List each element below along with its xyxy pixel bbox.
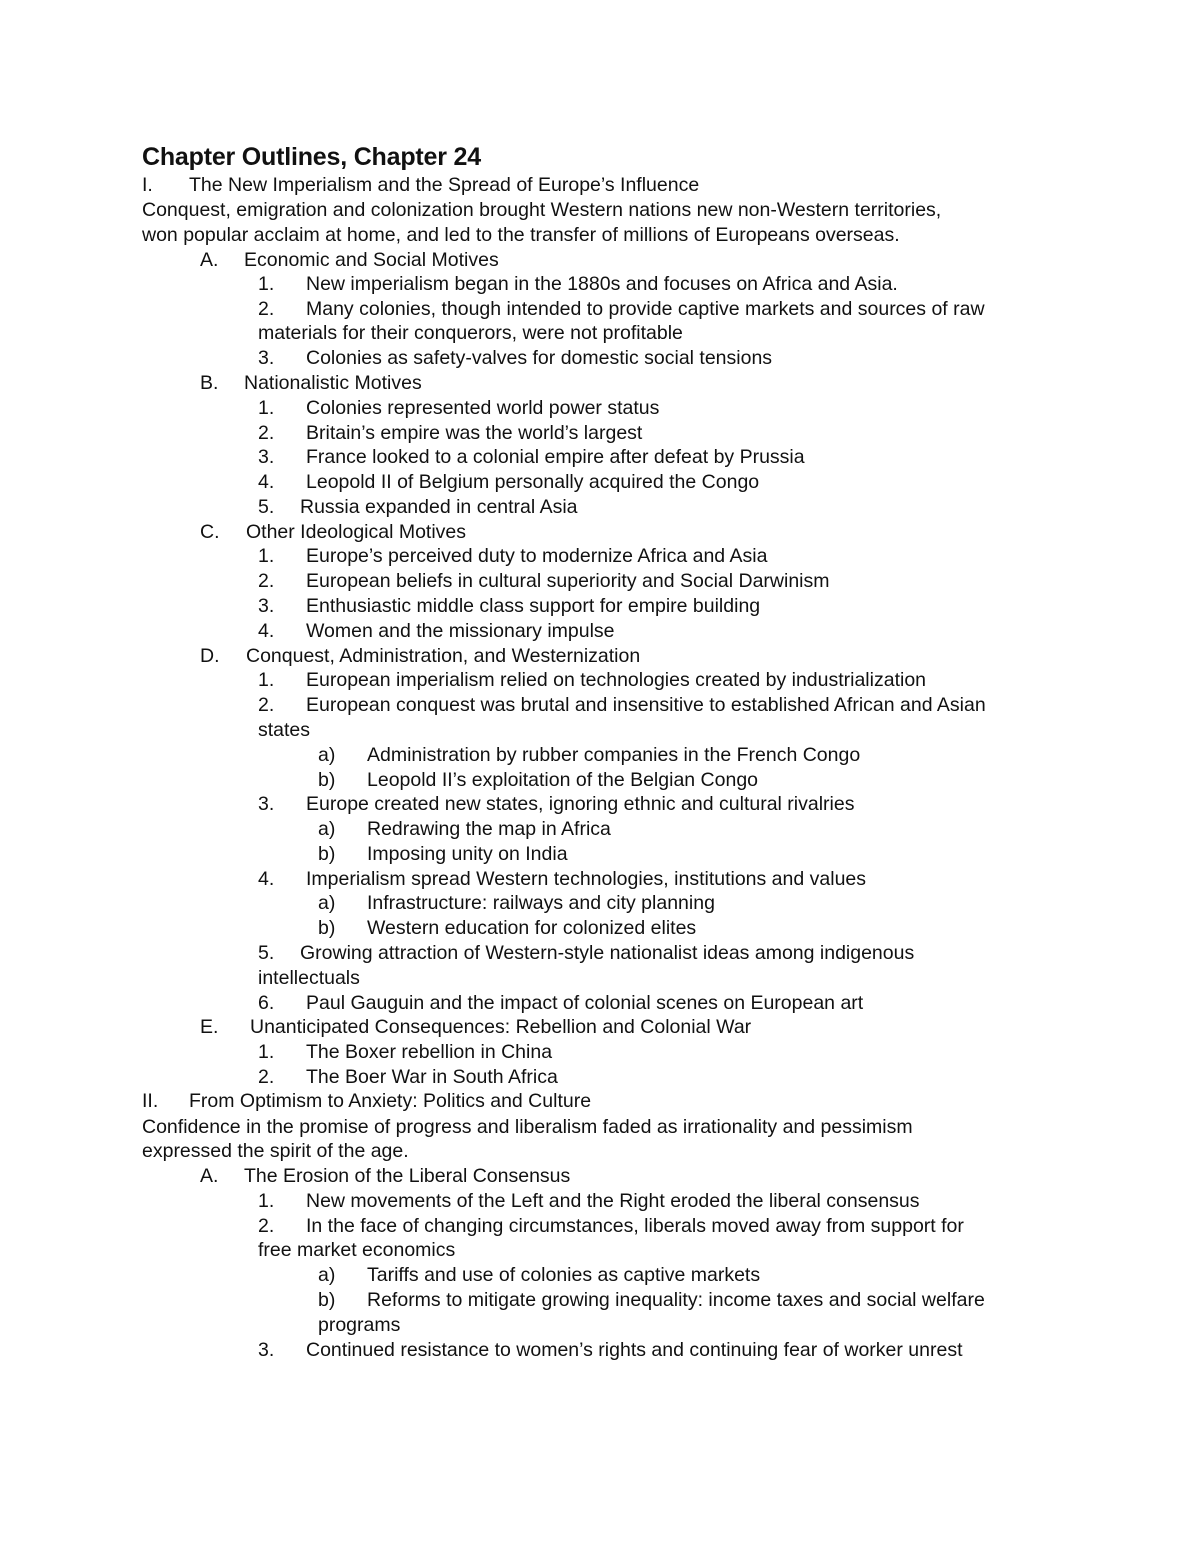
outline-text: programs [318, 1314, 401, 1336]
outline-marker: E. [200, 1016, 219, 1038]
outline-line [258, 272, 1180, 296]
outline-text: New imperialism began in the 1880s and focuses on Africa and Asia. [306, 273, 898, 295]
outline-marker: 2. [258, 694, 275, 716]
outline-marker: a) [318, 892, 336, 914]
outline-line [258, 544, 1180, 568]
outline-marker: II. [142, 1090, 159, 1112]
outline-line [200, 248, 1180, 272]
outline-text: intellectuals [258, 967, 360, 989]
outline-marker: 5. [258, 942, 275, 964]
outline-marker: a) [318, 818, 336, 840]
outline-marker: 5. [258, 496, 275, 518]
outline-line [258, 470, 1180, 494]
outline-line [258, 1189, 1180, 1213]
outline-line [258, 421, 1180, 445]
outline-line [258, 966, 1180, 990]
outline-marker: 2. [258, 1215, 275, 1237]
outline-text: Enthusiastic middle class support for empire building [306, 595, 761, 617]
outline-line [318, 817, 1180, 841]
outline-marker: A. [200, 249, 219, 271]
outline-marker: D. [200, 645, 220, 667]
outline-text: From Optimism to Anxiety: Politics and Culture [189, 1090, 592, 1112]
outline-text: free market economics [258, 1239, 456, 1261]
outline-line [258, 321, 1180, 345]
outline-text: Colonies as safety-valves for domestic social tensions [306, 347, 773, 369]
outline-line [258, 1065, 1180, 1089]
outline-marker: 2. [258, 298, 275, 320]
outline-text: Europe’s perceived duty to modernize Africa and Asia [306, 545, 768, 567]
outline-marker: 6. [258, 992, 275, 1014]
outline-text: Administration by rubber companies in the French Congo [367, 744, 861, 766]
outline-text: The Boer War in South Africa [306, 1066, 558, 1088]
outline-text: European beliefs in cultural superiority and Social Darwinism [306, 570, 830, 592]
outline-line [258, 297, 1180, 321]
outline-marker: 1. [258, 545, 275, 567]
outline-line [258, 693, 1180, 717]
outline-marker: b) [318, 769, 336, 791]
outline-line [258, 941, 1180, 965]
outline-text: Conquest, Administration, and Westernization [246, 645, 641, 667]
outline-text: Continued resistance to women’s rights and continuing fear of worker unrest [306, 1339, 963, 1361]
outline-text: materials for their conquerors, were not profitable [258, 322, 683, 344]
document-title: Chapter Outlines, Chapter 24 [142, 143, 481, 171]
outline-line [318, 891, 1180, 915]
outline-marker: 3. [258, 793, 275, 815]
outline-line [258, 1214, 1180, 1238]
outline-line [258, 346, 1180, 370]
outline-text: European conquest was brutal and insensitive to established African and Asian [306, 694, 986, 716]
outline-marker: 4. [258, 868, 275, 890]
outline-line [318, 768, 1180, 792]
outline-line [258, 718, 1180, 742]
outline-text: Conquest, emigration and colonization brought Western nations new non-Western territories, [142, 199, 942, 221]
outline-text: Britain’s empire was the world’s largest [306, 422, 643, 444]
outline-text: won popular acclaim at home, and led to the transfer of millions of Europeans overseas. [142, 224, 900, 246]
outline-text: Unanticipated Consequences: Rebellion and Colonial War [250, 1016, 752, 1038]
outline-marker: 3. [258, 595, 275, 617]
outline-line [258, 792, 1180, 816]
outline-marker: 3. [258, 1339, 275, 1361]
outline-marker: a) [318, 1264, 336, 1286]
outline-marker: 2. [258, 570, 275, 592]
outline-line [258, 991, 1180, 1015]
outline-text: Other Ideological Motives [246, 521, 467, 543]
outline-line [258, 445, 1180, 469]
outline-text: Infrastructure: railways and city planning [367, 892, 715, 914]
outline-text: The New Imperialism and the Spread of Europe’s Influence [189, 174, 700, 196]
outline-marker: 1. [258, 1041, 275, 1063]
outline-marker: 3. [258, 446, 275, 468]
outline-text: France looked to a colonial empire after defeat by Prussia [306, 446, 805, 468]
outline-text: Confidence in the promise of progress and liberalism faded as irrationality and pessimism [142, 1116, 913, 1138]
outline-text: Europe created new states, ignoring ethnic and cultural rivalries [306, 793, 855, 815]
outline-line [258, 1338, 1180, 1362]
outline-text: In the face of changing circumstances, liberals moved away from support for [306, 1215, 964, 1237]
outline-line [200, 644, 1180, 668]
outline-line [142, 198, 1180, 222]
outline-marker: I. [142, 174, 153, 196]
outline-text: European imperialism relied on technologies created by industrialization [306, 669, 927, 691]
outline-text: Imperialism spread Western technologies, institutions and values [306, 868, 867, 890]
outline-line [258, 867, 1180, 891]
outline-line [258, 569, 1180, 593]
outline-text: expressed the spirit of the age. [142, 1140, 409, 1162]
outline-marker: 1. [258, 273, 275, 295]
outline-marker: C. [200, 521, 220, 543]
outline-line [200, 371, 1180, 395]
outline-text: Tariffs and use of colonies as captive markets [367, 1264, 761, 1286]
outline-marker: 4. [258, 620, 275, 642]
outline-line [142, 1115, 1180, 1139]
outline-marker: a) [318, 744, 336, 766]
outline-marker: 4. [258, 471, 275, 493]
outline-line [258, 668, 1180, 692]
outline-line [200, 1015, 1180, 1039]
outline-marker: 3. [258, 347, 275, 369]
outline-line [142, 173, 1180, 197]
outline-text: Colonies represented world power status [306, 397, 660, 419]
outline-text: Western education for colonized elites [367, 917, 697, 939]
outline-text: Paul Gauguin and the impact of colonial scenes on European art [306, 992, 864, 1014]
outline-line [318, 842, 1180, 866]
outline-line [258, 396, 1180, 420]
outline-line [318, 1263, 1180, 1287]
outline-text: Growing attraction of Western-style nationalist ideas among indigenous [300, 942, 915, 964]
outline-line [200, 520, 1180, 544]
outline-line [258, 1238, 1180, 1262]
outline-line [200, 1164, 1180, 1188]
outline-marker: b) [318, 1289, 336, 1311]
outline-marker: b) [318, 843, 336, 865]
outline-text: Economic and Social Motives [244, 249, 499, 271]
outline-line [318, 1313, 1180, 1337]
outline-text: The Boxer rebellion in China [306, 1041, 553, 1063]
outline-text: Reforms to mitigate growing inequality: income taxes and social welfare [367, 1289, 985, 1311]
outline-line [318, 743, 1180, 767]
outline-line [258, 495, 1180, 519]
outline-marker: 1. [258, 669, 275, 691]
outline-line [142, 1139, 1180, 1163]
outline-line [258, 619, 1180, 643]
outline-text: New movements of the Left and the Right eroded the liberal consensus [306, 1190, 920, 1212]
outline-text: Women and the missionary impulse [306, 620, 615, 642]
outline-marker: 1. [258, 397, 275, 419]
outline-text: The Erosion of the Liberal Consensus [244, 1165, 571, 1187]
outline-text: Redrawing the map in Africa [367, 818, 611, 840]
outline-text: Leopold II of Belgium personally acquired the Congo [306, 471, 760, 493]
outline-text: Nationalistic Motives [244, 372, 422, 394]
outline-text: Leopold II’s exploitation of the Belgian Congo [367, 769, 759, 791]
outline-text: Many colonies, though intended to provide captive markets and sources of raw [306, 298, 985, 320]
outline-text: Imposing unity on India [367, 843, 568, 865]
outline-line [142, 223, 1180, 247]
outline-line [142, 1089, 1180, 1113]
outline-marker: b) [318, 917, 336, 939]
outline-marker: 1. [258, 1190, 275, 1212]
outline-text: Russia expanded in central Asia [300, 496, 578, 518]
outline-text: states [258, 719, 311, 741]
outline-marker: B. [200, 372, 219, 394]
outline-line [318, 1288, 1180, 1312]
outline-marker: 2. [258, 422, 275, 444]
outline-marker: A. [200, 1165, 219, 1187]
outline-line [258, 594, 1180, 618]
outline-marker: 2. [258, 1066, 275, 1088]
outline-line [318, 916, 1180, 940]
outline-line [258, 1040, 1180, 1064]
